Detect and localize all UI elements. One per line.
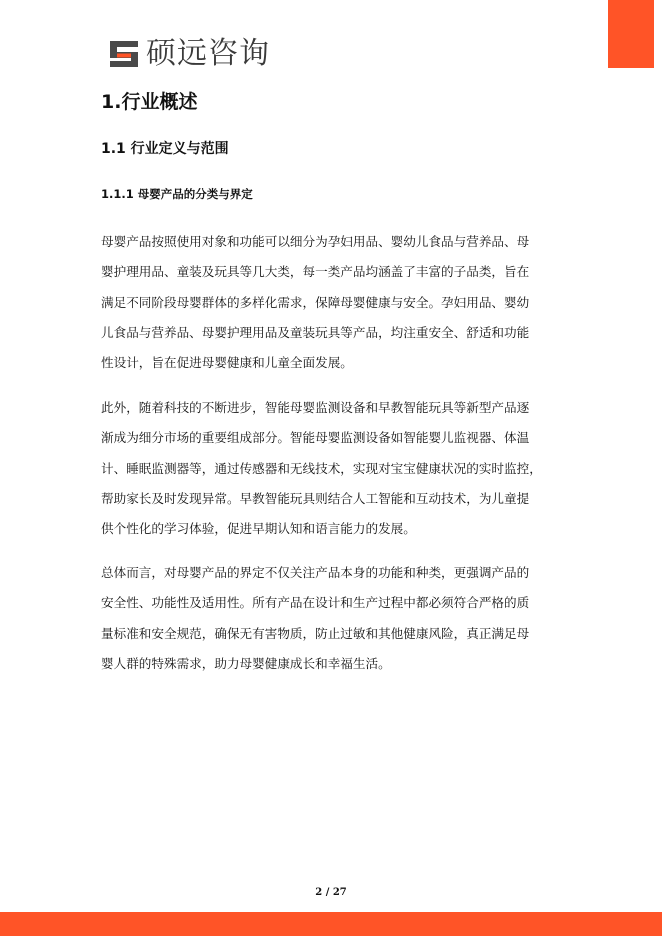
paragraph-line: 总体而言，对母婴产品的界定不仅关注产品本身的功能和种类，更强调产品的 — [101, 565, 530, 580]
paragraph — [101, 558, 563, 679]
document-body — [101, 86, 563, 671]
brand-name: 硕远咨询 — [146, 36, 270, 71]
paragraph-line: 性设计，旨在促进母婴健康和儿童全面发展。 — [101, 355, 353, 371]
paragraph-line: 安全性、功能性及适用性。所有产品在设计和生产过程中都必须符合严格的质 — [101, 595, 530, 611]
paragraph-line: 供个性化的学习体验，促进早期认知和语言能力的发展。 — [101, 521, 416, 537]
paragraph-line: 儿食品与营养品、母婴护理用品及童装玩具等产品，均注重安全、舒适和功能 — [101, 324, 530, 340]
paragraph — [101, 227, 563, 378]
s-logo-icon — [108, 39, 142, 69]
paragraph-line: 计、睡眠监测器等，通过传感器和无线技术，实现对宝宝健康状况的实时监控， — [101, 460, 542, 476]
sub-subsection-heading: 1.1.1 母婴产品的分类与界定 — [101, 187, 253, 201]
paragraph-line: 母婴产品按照使用对象和功能可以细分为孕妇用品、婴幼儿食品与营养品、母 — [101, 234, 530, 249]
brand-logo — [108, 37, 270, 71]
paragraph-line: 帮助家长及时发现异常。早教智能玩具则结合人工智能和互动技术，为儿童提 — [101, 490, 530, 506]
subsection-heading: 1.1 行业定义与范围 — [101, 141, 229, 157]
paragraph-line: 满足不同阶段母婴群体的多样化需求，保障母婴健康与安全。孕妇用品、婴幼 — [101, 294, 530, 310]
section-heading: 1.行业概述 — [101, 91, 198, 113]
paragraph-line: 此外，随着科技的不断进步，智能母婴监测设备和早教智能玩具等新型产品逐 — [101, 400, 530, 415]
corner-accent-tab — [608, 0, 654, 68]
paragraph — [101, 393, 563, 544]
paragraph-line: 量标准和安全规范，确保无有害物质，防止过敏和其他健康风险，真正满足母 — [101, 625, 530, 641]
page-number: 2 / 27 — [315, 887, 347, 898]
paragraph-line: 婴人群的特殊需求，助力母婴健康成长和幸福生活。 — [101, 655, 391, 671]
footer-accent-bar — [0, 912, 662, 936]
paragraph-line: 渐成为细分市场的重要组成部分。智能母婴监测设备如智能婴儿监视器、体温 — [101, 430, 530, 446]
paragraph-line: 婴护理用品、童装及玩具等几大类，每一类产品均涵盖了丰富的子品类，旨在 — [101, 264, 530, 280]
